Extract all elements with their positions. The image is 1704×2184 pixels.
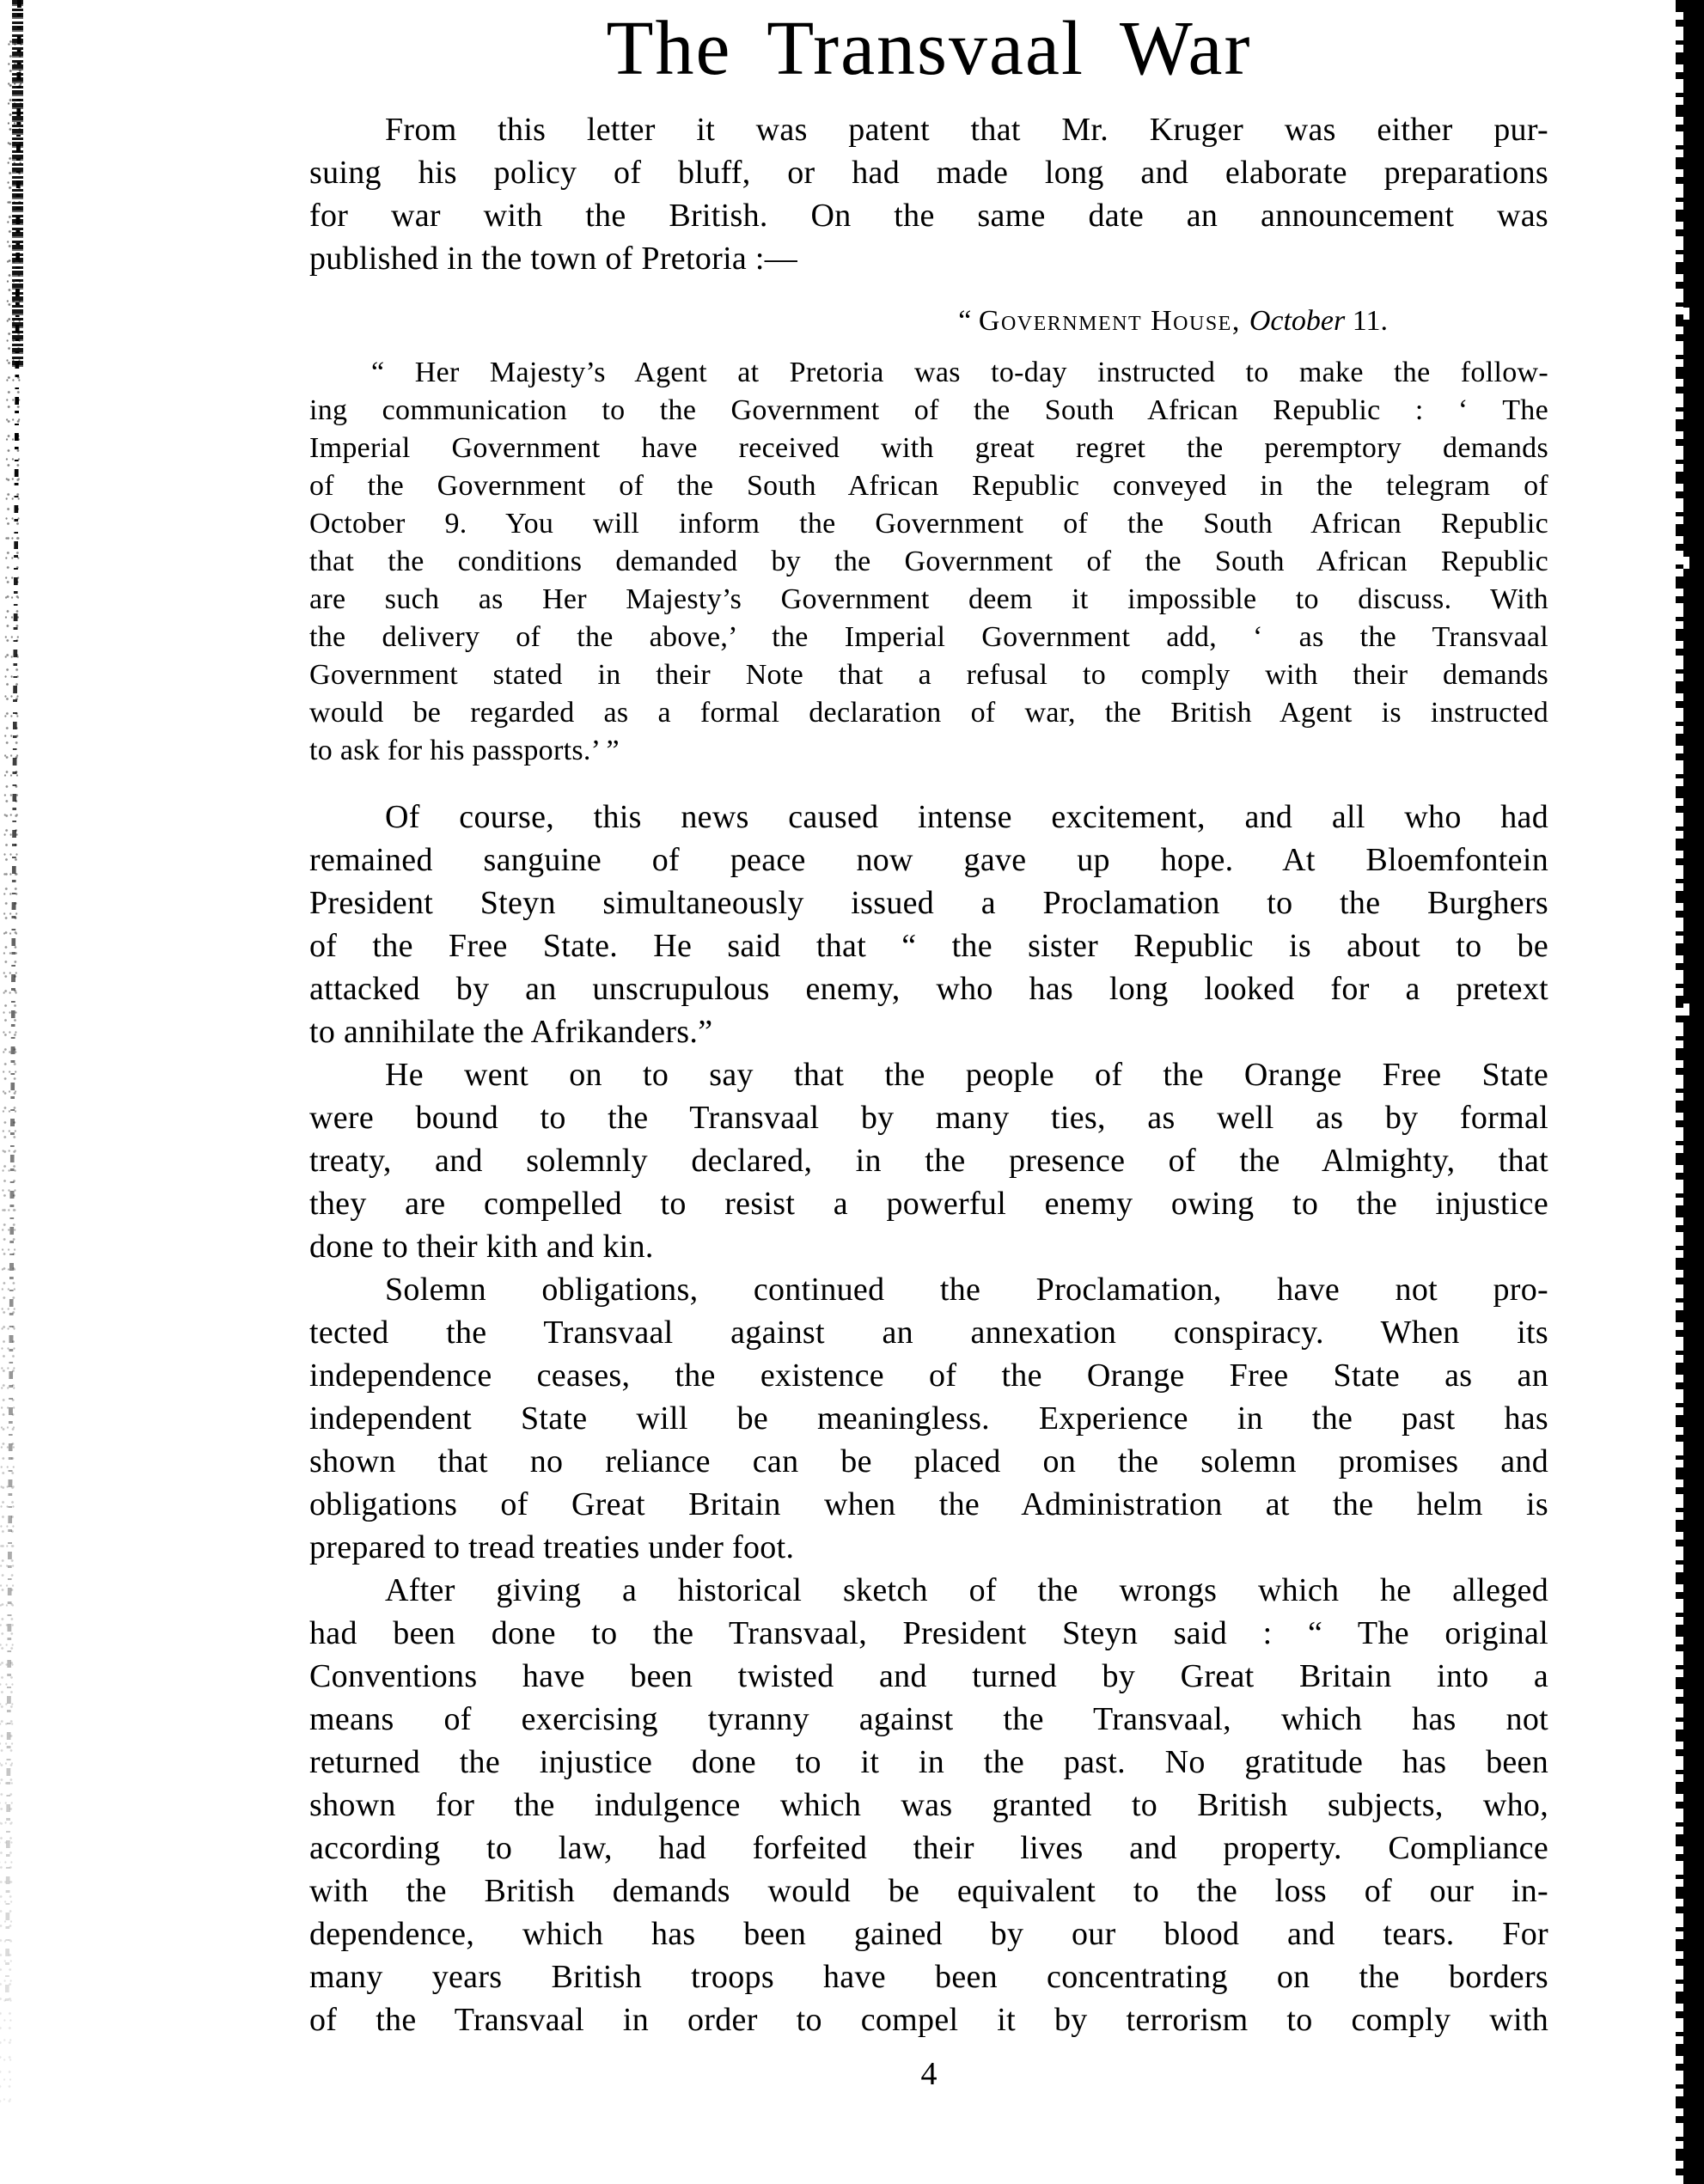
text-line: that the conditions demanded by the Government of the South African Republic bbox=[309, 546, 1548, 577]
text-line: Solemn obligations, continued the Proclamation, have not pro- bbox=[385, 1272, 1548, 1308]
letter-heading-place: Government House, bbox=[978, 305, 1249, 337]
text-line: Imperial Government have received with great regret the peremptory demands bbox=[309, 432, 1548, 464]
text-line: shown that no reliance can be placed on the solemn promises and bbox=[309, 1443, 1548, 1479]
text-line: of the Government of the South African Republic conveyed in the telegram of bbox=[309, 470, 1548, 502]
text-line: to annihilate the Afrikanders.” bbox=[309, 1014, 713, 1050]
text-line: attacked by an unscrupulous enemy, who has long looked for a pretext bbox=[309, 971, 1548, 1007]
text-line: Of course, this news caused intense excitement, and all who had bbox=[385, 799, 1548, 835]
text-line: would be regarded as a formal declaration of war, the British Agent is instructed bbox=[309, 697, 1548, 729]
letter-heading-open-quote: “ bbox=[958, 305, 979, 337]
text-line: of the Transvaal in order to compel it by terrorism to comply with bbox=[309, 2002, 1548, 2038]
text-line: means of exercising tyranny against the Transvaal, which has not bbox=[309, 1701, 1548, 1737]
page-number: 4 bbox=[920, 2056, 938, 2092]
text-line: Government stated in their Note that a refusal to comply with their demands bbox=[309, 659, 1548, 691]
letter-heading-month: October bbox=[1249, 305, 1346, 337]
text-line: according to law, had forfeited their lives and property. Compliance bbox=[309, 1830, 1548, 1866]
paragraph-of-course bbox=[309, 796, 1548, 1053]
text-line: ing communication to the Government of the South African Republic : ‘ The bbox=[309, 394, 1548, 426]
text-line: returned the injustice done to it in the past. No gratitude has been bbox=[309, 1744, 1548, 1780]
text-line: President Steyn simultaneously issued a Proclamation to the Burghers bbox=[309, 885, 1548, 921]
text-line: “ Her Majesty’s Agent at Pretoria was to-day instructed to make the follow- bbox=[371, 357, 1548, 388]
letter-heading-day: 11. bbox=[1345, 305, 1388, 337]
page-body bbox=[309, 0, 1548, 2095]
letter-quote bbox=[309, 354, 1548, 770]
text-line: many years British troops have been concentrating on the borders bbox=[309, 1959, 1548, 1995]
paragraph-after-giving bbox=[309, 1569, 1548, 2041]
paragraph-intro bbox=[309, 108, 1548, 280]
text-line: for war with the British. On the same date an announcement was bbox=[309, 198, 1548, 234]
text-line: dependence, which has been gained by our blood and tears. For bbox=[309, 1916, 1548, 1952]
text-line: are such as Her Majesty’s Government deem it impossible to discuss. With bbox=[309, 583, 1548, 615]
text-line: of the Free State. He said that “ the sister Republic is about to be bbox=[309, 928, 1548, 964]
text-line: to ask for his passports.’ ” bbox=[309, 735, 620, 766]
text-line: with the British demands would be equivalent to the loss of our in- bbox=[309, 1873, 1548, 1909]
text-line: suing his policy of bluff, or had made long and elaborate preparations bbox=[309, 155, 1548, 191]
text-line: published in the town of Pretoria :— bbox=[309, 241, 798, 277]
text-line: treaty, and solemnly declared, in the presence of the Almighty, that bbox=[309, 1143, 1548, 1179]
letter-heading bbox=[309, 302, 1548, 340]
text-line: From this letter it was patent that Mr. Kruger was either pur- bbox=[385, 112, 1548, 148]
text-line: shown for the indulgence which was granted to British subjects, who, bbox=[309, 1787, 1548, 1823]
text-line: obligations of Great Britain when the Administration at the helm is bbox=[309, 1486, 1548, 1522]
right-edge-scan-bar bbox=[1683, 0, 1704, 2184]
text-line: October 9. You will inform the Government of the South African Republic bbox=[309, 508, 1548, 540]
text-line: prepared to tread treaties under foot. bbox=[309, 1529, 795, 1565]
text-line: the delivery of the above,’ the Imperial Government add, ‘ as the Transvaal bbox=[309, 621, 1548, 653]
text-line: were bound to the Transvaal by many ties, as well as by formal bbox=[309, 1100, 1548, 1136]
text-line: they are compelled to resist a powerful enemy owing to the injustice bbox=[309, 1186, 1548, 1222]
text-line: He went on to say that the people of the Orange Free State bbox=[385, 1057, 1548, 1093]
text-line: had been done to the Transvaal, President Steyn said : “ The original bbox=[309, 1615, 1548, 1651]
text-line: remained sanguine of peace now gave up hope. At Bloemfontein bbox=[309, 842, 1548, 878]
paragraph-solemn-obligations bbox=[309, 1268, 1548, 1569]
text-line: independence ceases, the existence of the Orange Free State as an bbox=[309, 1357, 1548, 1394]
text-line: tected the Transvaal against an annexation conspiracy. When its bbox=[309, 1315, 1548, 1351]
text-line: Conventions have been twisted and turned by Great Britain into a bbox=[309, 1658, 1548, 1694]
paragraph-he-went-on bbox=[309, 1053, 1548, 1268]
text-line: done to their kith and kin. bbox=[309, 1229, 654, 1265]
text-line: After giving a historical sketch of the wrongs which he alleged bbox=[385, 1572, 1548, 1608]
left-edge-scan-noise-top bbox=[12, 0, 23, 369]
page-title: The Transvaal War bbox=[606, 6, 1252, 91]
text-line: independent State will be meaningless. Experience in the past has bbox=[309, 1400, 1548, 1437]
